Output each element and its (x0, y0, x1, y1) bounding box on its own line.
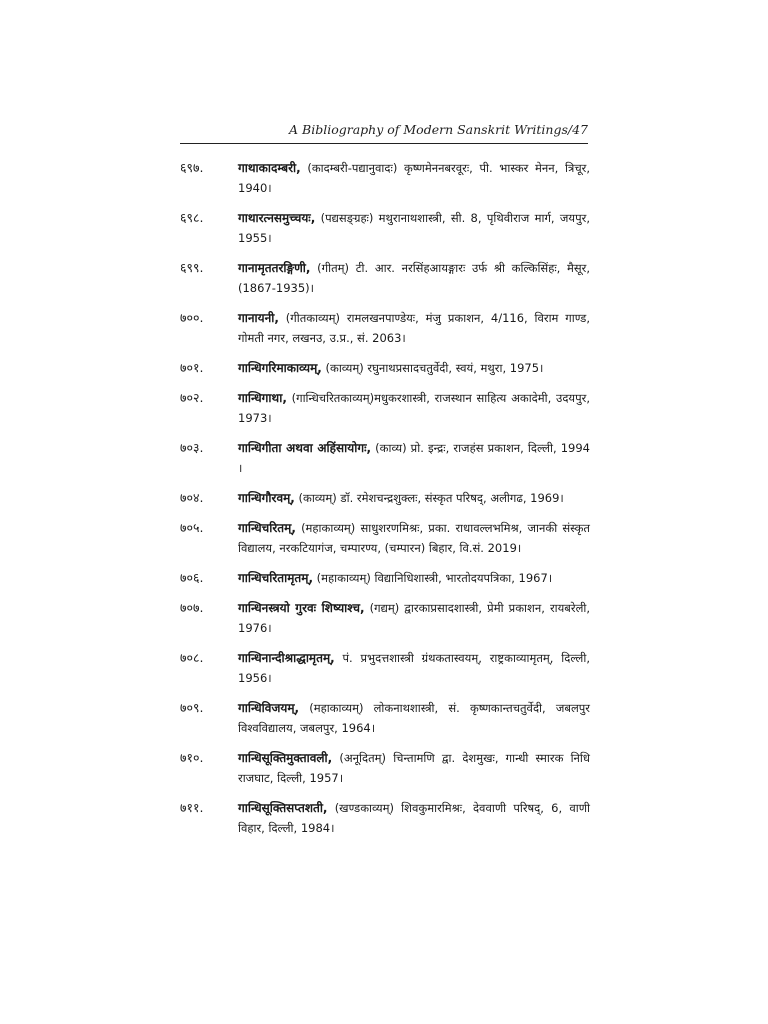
bibliography-entry (180, 258, 590, 298)
entry-title: गान्धिचरितम्, (238, 521, 296, 535)
entry-text (238, 748, 590, 788)
bibliography-entry (180, 648, 590, 688)
entry-title: गान्धिगाथा, (238, 391, 287, 405)
entry-details: (महाकाव्यम्) साधुशरणमिश्रः, प्रका. राधावल्लभमिश्र, जानकी संस्कृत विद्यालय, नरकटियागंज, चम्पारण्य, (चम्पारन) बिहार, वि.सं. 2019। (238, 521, 590, 555)
entry-text (238, 158, 590, 198)
entry-details: (अनूदितम्) चिन्तामणि द्वा. देशमुखः, गान्धी स्मारक निधि राजघाट, दिल्ली, 1957। (238, 751, 590, 785)
entry-details: (महाकाव्यम्) लोकनाथशास्त्री, सं. कृष्णकान्तचतुर्वेदी, जबलपुर विश्वविद्यालय, जबलपुर, 1964। (238, 701, 590, 735)
entry-title: गानामृततरङ्गिणी, (238, 261, 311, 275)
entry-title: गाथाकादम्बरी, (238, 161, 301, 175)
entry-details: पं. प्रभुदत्तशास्त्री ग्रंथकतास्वयम्, राष्ट्रकाव्यामृतम्, दिल्ली, 1956। (238, 651, 590, 685)
bibliography-entry (180, 358, 590, 378)
entry-text (238, 488, 590, 508)
bibliography-entry (180, 598, 590, 638)
entry-text (238, 598, 590, 638)
entry-details: (गद्यम्) द्वारकाप्रसादशास्त्री, प्रेमी प्रकाशन, रायबरेली, 1976। (238, 601, 590, 635)
entry-number: ७०३. (180, 440, 204, 455)
entry-number: ७१०. (180, 750, 204, 765)
bibliography-entry (180, 388, 590, 428)
entry-text (238, 388, 590, 428)
entry-text (238, 568, 590, 588)
entry-details: (गान्धिचरितकाव्यम्)मधुकरशास्त्री, राजस्थान साहित्य अकादेमी, उदयपुर, 1973। (238, 391, 590, 425)
entry-details: (गीतम्) टी. आर. नरसिंहआयङ्गारः उर्फ श्री कल्किसिंहः, मैसूर, (1867-1935)। (238, 261, 590, 295)
entry-title: गान्धिनस्त्रयो गुरवः शिष्याश्च, (238, 601, 365, 615)
bibliography-entry (180, 518, 590, 558)
entry-title: गान्धिचरितामृतम्, (238, 571, 314, 585)
bibliography-list (180, 158, 590, 848)
bibliography-entry (180, 308, 590, 348)
entry-number: ६९८. (180, 210, 204, 225)
entry-text (238, 698, 590, 738)
entry-title: गान्धिविजयम्, (238, 701, 300, 715)
bibliography-entry (180, 208, 590, 248)
entry-title: गान्धिगरिमाकाव्यम्, (238, 361, 322, 375)
entry-title: गान्धिसूक्तिमुक्तावली, (238, 751, 333, 765)
entry-text (238, 798, 590, 838)
entry-title: गानायनी, (238, 311, 279, 325)
bibliography-entry (180, 568, 590, 588)
entry-number: ७००. (180, 310, 204, 325)
bibliography-entry (180, 158, 590, 198)
entry-text (238, 208, 590, 248)
bibliography-entry (180, 488, 590, 508)
entry-number: ७०२. (180, 390, 204, 405)
entry-title: गान्धिनान्दीश्राद्धामृतम्, (238, 651, 335, 665)
entry-number: ७०६. (180, 570, 204, 585)
entry-title: गान्धिगौरवम्, (238, 491, 295, 505)
entry-number: ७०७. (180, 600, 204, 615)
entry-number: ७११. (180, 800, 204, 815)
entry-details: (कादम्बरी-पद्यानुवादः) कृष्णमेननबरवूरः, पी. भास्कर मेनन, त्रिचूर, 1940। (238, 161, 590, 195)
bibliography-entry (180, 698, 590, 738)
entry-details: (पद्यसङ्ग्रहः) मथुरानाथशास्त्री, सी. 8, पृथिवीराज मार्ग, जयपुर, 1955। (238, 211, 590, 245)
bibliography-entry (180, 748, 590, 788)
bibliography-entry (180, 438, 590, 478)
entry-details: (काव्यम्) डॉ. रमेशचन्द्रशुक्लः, संस्कृत परिषद्, अलीगढ, 1969। (294, 491, 564, 505)
entry-text (238, 518, 590, 558)
entry-number: ७०५. (180, 520, 204, 535)
entry-title: गान्धिगीता अथवा अहिंसायोगः, (238, 441, 372, 455)
entry-details: (गीतकाव्यम्) रामलखनपाण्डेयः, मंजु प्रकाशन, 4/116, विराम गाण्ड, गोमती नगर, लखनउ, उ.प्र., सं. 2063। (238, 311, 590, 345)
entry-number: ७०१. (180, 360, 204, 375)
running-header: A Bibliography of Modern Sanskrit Writings/47 (289, 122, 588, 137)
entry-details: (महाकाव्यम्) विद्यानिधिशास्त्री, भारतोदयपत्रिका, 1967। (313, 571, 553, 585)
entry-number: ६९९. (180, 260, 204, 275)
entry-text (238, 258, 590, 298)
entry-number: ७०४. (180, 490, 204, 505)
entry-details: (काव्य) प्रो. इन्द्रः, राजहंस प्रकाशन, दिल्ली, 1994 । (238, 441, 590, 475)
entry-number: ६९७. (180, 160, 204, 175)
entry-text (238, 648, 590, 688)
header-rule (180, 143, 588, 144)
entry-text (238, 438, 590, 478)
entry-text (238, 358, 590, 378)
entry-title: गान्धिसूक्तिसप्तशती, (238, 801, 328, 815)
entry-number: ७०८. (180, 650, 204, 665)
bibliography-entry (180, 798, 590, 838)
entry-number: ७०९. (180, 700, 204, 715)
entry-details: (काव्यम्) रघुनाथप्रसादचतुर्वेदी, स्वयं, मथुरा, 1975। (321, 361, 544, 375)
entry-text (238, 308, 590, 348)
entry-details: (खण्डकाव्यम्) शिवकुमारमिश्रः, देववाणी परिषद्, 6, वाणी विहार, दिल्ली, 1984। (238, 801, 590, 835)
entry-title: गाथारत्नसमुच्चयः, (238, 211, 316, 225)
